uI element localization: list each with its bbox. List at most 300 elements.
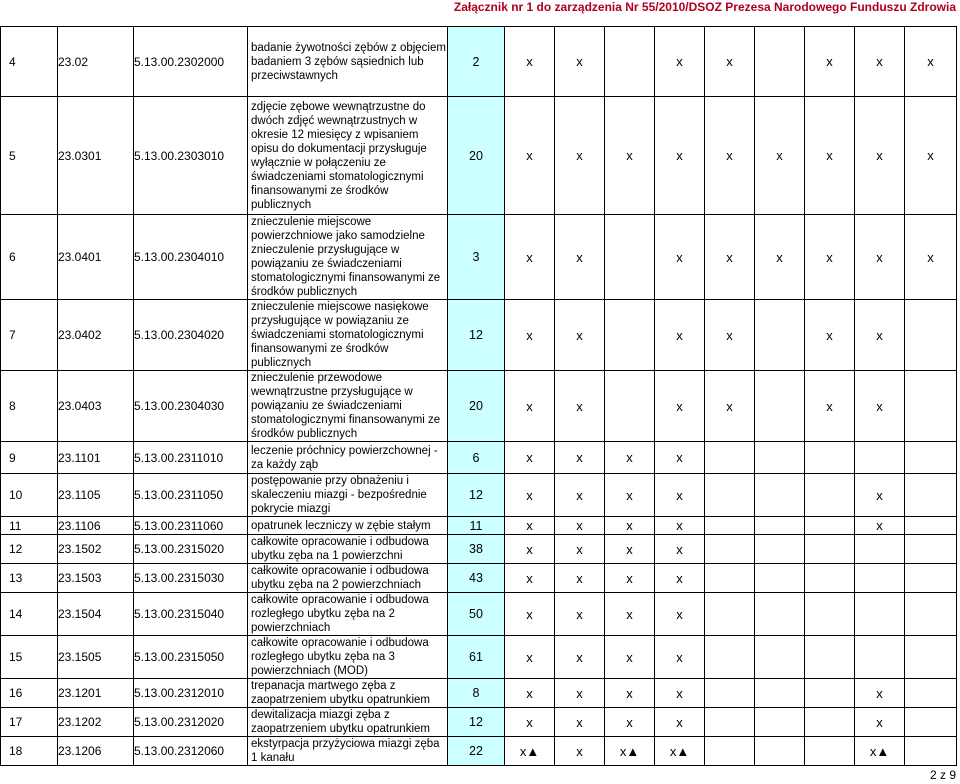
mark-cell	[755, 27, 805, 97]
mark-value: x	[526, 450, 533, 465]
mark-cell	[755, 564, 805, 593]
points-value: 12	[448, 474, 505, 517]
mark-cell	[755, 679, 805, 708]
mark-cell	[505, 215, 555, 300]
mark-value: x	[526, 606, 533, 622]
mark-cell	[805, 215, 855, 300]
mark-cell	[655, 27, 705, 97]
points-value: 38	[448, 535, 505, 564]
mark-value: x	[576, 487, 583, 503]
mark-value: x	[876, 148, 883, 163]
points-value: 61	[448, 636, 505, 679]
mark-cell	[705, 474, 755, 517]
mark-cell	[705, 517, 755, 535]
mark-cell	[505, 679, 555, 708]
mark-cell	[605, 564, 655, 593]
mark-cell	[605, 215, 655, 300]
mark-value: x	[576, 148, 583, 163]
mark-value: x	[676, 518, 683, 533]
mark-value: x	[626, 541, 633, 557]
mark-value: x	[726, 398, 733, 414]
mark-cell	[855, 517, 905, 535]
points-value: 3	[448, 215, 505, 300]
table-row	[1, 517, 957, 535]
mark-value: x	[626, 570, 633, 586]
mark-cell	[605, 535, 655, 564]
mark-cell	[555, 517, 605, 535]
mark-cell	[705, 371, 755, 442]
mark-value: x	[726, 148, 733, 163]
procedure-name: trepanacja martwego zęba z zaopatrzeniem ubytku opatrunkiem	[248, 679, 448, 708]
mark-value: x	[776, 249, 783, 265]
mark-value: x	[526, 54, 533, 69]
mark-value: x	[676, 541, 683, 557]
table-row	[1, 737, 957, 766]
procedure-name: opatrunek leczniczy w zębie stałym	[248, 517, 448, 535]
mark-value: x▲	[869, 743, 890, 759]
mark-cell	[755, 708, 805, 737]
icd-code: 23.1206	[58, 737, 134, 766]
mark-cell	[705, 97, 755, 215]
mark-value: x	[526, 327, 533, 343]
mark-cell	[855, 564, 905, 593]
document-header-note: Załącznik nr 1 do zarządzenia Nr 55/2010/DSOZ Prezesa Narodowego Funduszu Zdrowia	[453, 0, 956, 14]
mark-cell	[805, 474, 855, 517]
mark-cell	[555, 442, 605, 474]
mark-cell	[805, 708, 855, 737]
mark-value: x	[676, 487, 683, 503]
mark-cell	[655, 474, 705, 517]
mark-value: x	[576, 649, 583, 665]
mark-cell	[855, 300, 905, 371]
procedure-code: 5.13.00.2312010	[134, 679, 248, 708]
row-number: 4	[1, 27, 58, 97]
mark-cell	[655, 737, 705, 766]
points-value: 11	[448, 517, 505, 535]
mark-cell	[805, 27, 855, 97]
mark-value: x	[526, 148, 533, 163]
mark-cell	[655, 636, 705, 679]
icd-code: 23.1201	[58, 679, 134, 708]
mark-value: x	[576, 327, 583, 343]
mark-cell	[555, 474, 605, 517]
mark-value: x	[676, 249, 683, 265]
mark-cell	[655, 97, 705, 215]
row-number: 8	[1, 371, 58, 442]
row-number: 9	[1, 442, 58, 474]
mark-cell	[505, 371, 555, 442]
procedure-code: 5.13.00.2311050	[134, 474, 248, 517]
mark-value: x	[576, 743, 583, 759]
mark-value: x	[826, 398, 833, 414]
mark-cell	[805, 737, 855, 766]
mark-cell	[905, 215, 957, 300]
mark-value: x	[526, 398, 533, 414]
mark-cell	[605, 636, 655, 679]
procedure-name: ekstyrpacja przyżyciowa miazgi zęba 1 kanału	[248, 737, 448, 766]
mark-value: x	[826, 249, 833, 265]
mark-cell	[505, 593, 555, 636]
mark-cell	[605, 679, 655, 708]
mark-cell	[855, 679, 905, 708]
mark-cell	[555, 371, 605, 442]
mark-value: x	[526, 685, 533, 701]
row-number: 10	[1, 474, 58, 517]
mark-cell	[805, 535, 855, 564]
procedure-code: 5.13.00.2304030	[134, 371, 248, 442]
mark-value: x	[576, 541, 583, 557]
mark-value: x	[626, 148, 633, 163]
mark-cell	[605, 708, 655, 737]
mark-cell	[655, 564, 705, 593]
mark-cell	[555, 636, 605, 679]
table-row	[1, 708, 957, 737]
mark-cell	[505, 97, 555, 215]
mark-value: x	[676, 570, 683, 586]
mark-cell	[805, 517, 855, 535]
mark-value: x	[576, 570, 583, 586]
mark-cell	[705, 708, 755, 737]
mark-cell	[505, 564, 555, 593]
mark-cell	[555, 215, 605, 300]
procedure-code: 5.13.00.2304020	[134, 300, 248, 371]
mark-cell	[855, 593, 905, 636]
procedure-name: leczenie próchnicy powierzchownej - za każdy ząb	[248, 442, 448, 474]
mark-value: x	[876, 398, 883, 414]
row-number: 17	[1, 708, 58, 737]
mark-cell	[505, 517, 555, 535]
mark-cell	[555, 737, 605, 766]
mark-value: x	[876, 518, 883, 533]
mark-cell	[905, 300, 957, 371]
mark-value: x	[676, 649, 683, 665]
points-value: 20	[448, 97, 505, 215]
mark-cell	[855, 535, 905, 564]
mark-value: x	[927, 148, 934, 163]
mark-cell	[705, 564, 755, 593]
icd-code: 23.0301	[58, 97, 134, 215]
mark-cell	[555, 708, 605, 737]
row-number: 14	[1, 593, 58, 636]
table-row	[1, 371, 957, 442]
procedure-code: 5.13.00.2315030	[134, 564, 248, 593]
mark-cell	[755, 300, 805, 371]
mark-cell	[805, 442, 855, 474]
procedure-code: 5.13.00.2311010	[134, 442, 248, 474]
mark-cell	[905, 737, 957, 766]
mark-cell	[555, 593, 605, 636]
mark-value: x	[676, 398, 683, 414]
mark-cell	[755, 474, 805, 517]
mark-value: x	[626, 649, 633, 665]
mark-cell	[705, 636, 755, 679]
procedure-name: znieczulenie miejscowe nasiękowe przysługujące w powiązaniu ze świadczeniami stomatologicznymi finansowanymi ze środków publicznych	[248, 300, 448, 371]
mark-cell	[605, 27, 655, 97]
table-row	[1, 300, 957, 371]
row-number: 13	[1, 564, 58, 593]
mark-value: x	[576, 54, 583, 69]
mark-value: x	[626, 606, 633, 622]
mark-value: x	[876, 327, 883, 343]
procedure-code: 5.13.00.2312020	[134, 708, 248, 737]
mark-cell	[655, 442, 705, 474]
procedure-code: 5.13.00.2315040	[134, 593, 248, 636]
icd-code: 23.1101	[58, 442, 134, 474]
mark-cell	[755, 737, 805, 766]
mark-value: x	[576, 398, 583, 414]
mark-cell	[505, 636, 555, 679]
mark-cell	[655, 708, 705, 737]
mark-cell	[905, 636, 957, 679]
procedure-name: znieczulenie miejscowe powierzchniowe jako samodzielne znieczulenie przysługujące w powiązaniu ze świadczeniami stomatologicznymi finansowanymi ze środków publicznych	[248, 215, 448, 300]
row-number: 12	[1, 535, 58, 564]
mark-cell	[655, 517, 705, 535]
mark-cell	[805, 679, 855, 708]
mark-value: x	[576, 450, 583, 465]
points-value: 2	[448, 27, 505, 97]
procedures-table	[0, 26, 957, 766]
table-row	[1, 535, 957, 564]
mark-value: x	[726, 54, 733, 69]
mark-cell	[505, 708, 555, 737]
points-value: 8	[448, 679, 505, 708]
mark-cell	[705, 679, 755, 708]
icd-code: 23.0402	[58, 300, 134, 371]
mark-cell	[605, 371, 655, 442]
mark-value: x	[927, 54, 934, 69]
mark-cell	[655, 215, 705, 300]
mark-value: x▲	[669, 743, 690, 759]
mark-cell	[655, 593, 705, 636]
mark-value: x	[526, 518, 533, 533]
mark-cell	[555, 97, 605, 215]
procedure-name: znieczulenie przewodowe wewnątrzustne przysługujące w powiązaniu ze świadczeniami stomatologicznymi finansowanymi ze środków publicznych	[248, 371, 448, 442]
mark-value: x	[826, 54, 833, 69]
mark-cell	[855, 97, 905, 215]
mark-value: x	[676, 148, 683, 163]
points-value: 43	[448, 564, 505, 593]
mark-cell	[805, 371, 855, 442]
mark-cell	[905, 442, 957, 474]
mark-value: x	[526, 649, 533, 665]
mark-cell	[805, 564, 855, 593]
mark-value: x	[676, 54, 683, 69]
table-body	[1, 27, 957, 766]
table-row	[1, 564, 957, 593]
mark-value: x	[726, 327, 733, 343]
mark-cell	[505, 737, 555, 766]
mark-value: x▲	[619, 743, 640, 759]
icd-code: 23.1106	[58, 517, 134, 535]
mark-cell	[605, 300, 655, 371]
mark-cell	[905, 474, 957, 517]
page-number: 2 z 9	[929, 768, 956, 782]
icd-code: 23.1502	[58, 535, 134, 564]
mark-cell	[755, 97, 805, 215]
procedure-code: 5.13.00.2312060	[134, 737, 248, 766]
table-row	[1, 442, 957, 474]
mark-cell	[705, 442, 755, 474]
mark-cell	[505, 535, 555, 564]
mark-value: x	[726, 249, 733, 265]
mark-cell	[655, 679, 705, 708]
mark-cell	[705, 27, 755, 97]
mark-value: x	[876, 714, 883, 730]
row-number: 6	[1, 215, 58, 300]
mark-value: x	[626, 685, 633, 701]
mark-value: x	[826, 327, 833, 343]
mark-cell	[805, 636, 855, 679]
mark-value: x	[676, 714, 683, 730]
mark-value: x	[676, 606, 683, 622]
procedure-name: badanie żywotności zębów z objęciem badaniem 3 zębów sąsiednich lub przeciwstawnych	[248, 27, 448, 97]
row-number: 18	[1, 737, 58, 766]
points-value: 22	[448, 737, 505, 766]
mark-value: x	[576, 606, 583, 622]
mark-cell	[655, 371, 705, 442]
row-number: 15	[1, 636, 58, 679]
row-number: 11	[1, 517, 58, 535]
mark-cell	[505, 300, 555, 371]
mark-cell	[905, 371, 957, 442]
mark-value: x	[876, 487, 883, 503]
procedure-code: 5.13.00.2304010	[134, 215, 248, 300]
mark-cell	[505, 442, 555, 474]
points-value: 50	[448, 593, 505, 636]
mark-cell	[855, 737, 905, 766]
mark-cell	[755, 371, 805, 442]
mark-cell	[905, 564, 957, 593]
mark-cell	[505, 27, 555, 97]
mark-cell	[755, 442, 805, 474]
mark-cell	[855, 708, 905, 737]
mark-cell	[905, 679, 957, 708]
points-value: 20	[448, 371, 505, 442]
mark-cell	[805, 300, 855, 371]
mark-cell	[655, 300, 705, 371]
mark-cell	[755, 535, 805, 564]
mark-cell	[705, 215, 755, 300]
mark-value: x	[626, 714, 633, 730]
procedure-name: całkowite opracowanie i odbudowa ubytku zęba na 2 powierzchniach	[248, 564, 448, 593]
row-number: 7	[1, 300, 58, 371]
mark-value: x	[676, 327, 683, 343]
mark-cell	[805, 593, 855, 636]
mark-cell	[705, 535, 755, 564]
mark-value: x	[526, 487, 533, 503]
icd-code: 23.1503	[58, 564, 134, 593]
mark-value: x	[576, 714, 583, 730]
mark-value: x▲	[519, 743, 540, 759]
mark-value: x	[526, 541, 533, 557]
mark-cell	[905, 535, 957, 564]
table-row	[1, 474, 957, 517]
mark-value: x	[626, 518, 633, 533]
mark-value: x	[626, 450, 633, 465]
procedure-code: 5.13.00.2315020	[134, 535, 248, 564]
mark-cell	[605, 442, 655, 474]
mark-cell	[855, 442, 905, 474]
procedure-code: 5.13.00.2303010	[134, 97, 248, 215]
mark-cell	[605, 474, 655, 517]
mark-cell	[555, 564, 605, 593]
procedure-name: dewitalizacja miazgi zęba z zaopatrzeniem ubytku opatrunkiem	[248, 708, 448, 737]
mark-cell	[755, 517, 805, 535]
mark-cell	[655, 535, 705, 564]
mark-value: x	[826, 148, 833, 163]
table-row	[1, 27, 957, 97]
mark-cell	[555, 300, 605, 371]
table-row	[1, 97, 957, 215]
icd-code: 23.1105	[58, 474, 134, 517]
icd-code: 23.1202	[58, 708, 134, 737]
table-row	[1, 215, 957, 300]
table-row	[1, 679, 957, 708]
mark-cell	[905, 517, 957, 535]
mark-cell	[555, 535, 605, 564]
table-row	[1, 593, 957, 636]
points-value: 6	[448, 442, 505, 474]
mark-cell	[905, 593, 957, 636]
procedure-code: 5.13.00.2302000	[134, 27, 248, 97]
mark-value: x	[576, 518, 583, 533]
procedure-name: całkowite opracowanie i odbudowa rozległego ubytku zęba na 2 powierzchniach	[248, 593, 448, 636]
mark-cell	[855, 636, 905, 679]
table-row	[1, 636, 957, 679]
row-number: 16	[1, 679, 58, 708]
mark-value: x	[526, 714, 533, 730]
mark-cell	[905, 708, 957, 737]
procedure-name: całkowite opracowanie i odbudowa ubytku zęba na 1 powierzchni	[248, 535, 448, 564]
mark-cell	[755, 215, 805, 300]
mark-cell	[705, 300, 755, 371]
mark-cell	[905, 27, 957, 97]
mark-cell	[905, 97, 957, 215]
mark-cell	[705, 737, 755, 766]
mark-value: x	[876, 249, 883, 265]
mark-cell	[855, 215, 905, 300]
mark-value: x	[676, 685, 683, 701]
procedure-code: 5.13.00.2315050	[134, 636, 248, 679]
mark-value: x	[776, 148, 783, 163]
procedure-name: całkowite opracowanie i odbudowa rozległego ubytku zęba na 3 powierzchniach (MOD)	[248, 636, 448, 679]
mark-value: x	[676, 450, 683, 465]
icd-code: 23.1504	[58, 593, 134, 636]
mark-cell	[555, 679, 605, 708]
row-number: 5	[1, 97, 58, 215]
mark-cell	[755, 636, 805, 679]
mark-cell	[605, 737, 655, 766]
mark-value: x	[576, 685, 583, 701]
mark-value: x	[576, 249, 583, 265]
mark-value: x	[927, 249, 934, 265]
icd-code: 23.1505	[58, 636, 134, 679]
mark-cell	[605, 593, 655, 636]
procedure-code: 5.13.00.2311060	[134, 517, 248, 535]
mark-cell	[755, 593, 805, 636]
mark-cell	[855, 27, 905, 97]
procedure-name: zdjęcie zębowe wewnątrzustne do dwóch zdjęć wewnątrzustnych w okresie 12 miesięcy z wpisaniem opisu do dokumentacji przysługuje wyłącznie w połączeniu ze świadczeniami stomatologicznymi finansowanymi ze środków publicznych	[248, 97, 448, 215]
mark-value: x	[526, 570, 533, 586]
points-value: 12	[448, 708, 505, 737]
mark-cell	[705, 593, 755, 636]
mark-cell	[605, 517, 655, 535]
mark-cell	[605, 97, 655, 215]
icd-code: 23.0401	[58, 215, 134, 300]
icd-code: 23.02	[58, 27, 134, 97]
icd-code: 23.0403	[58, 371, 134, 442]
mark-value: x	[876, 685, 883, 701]
